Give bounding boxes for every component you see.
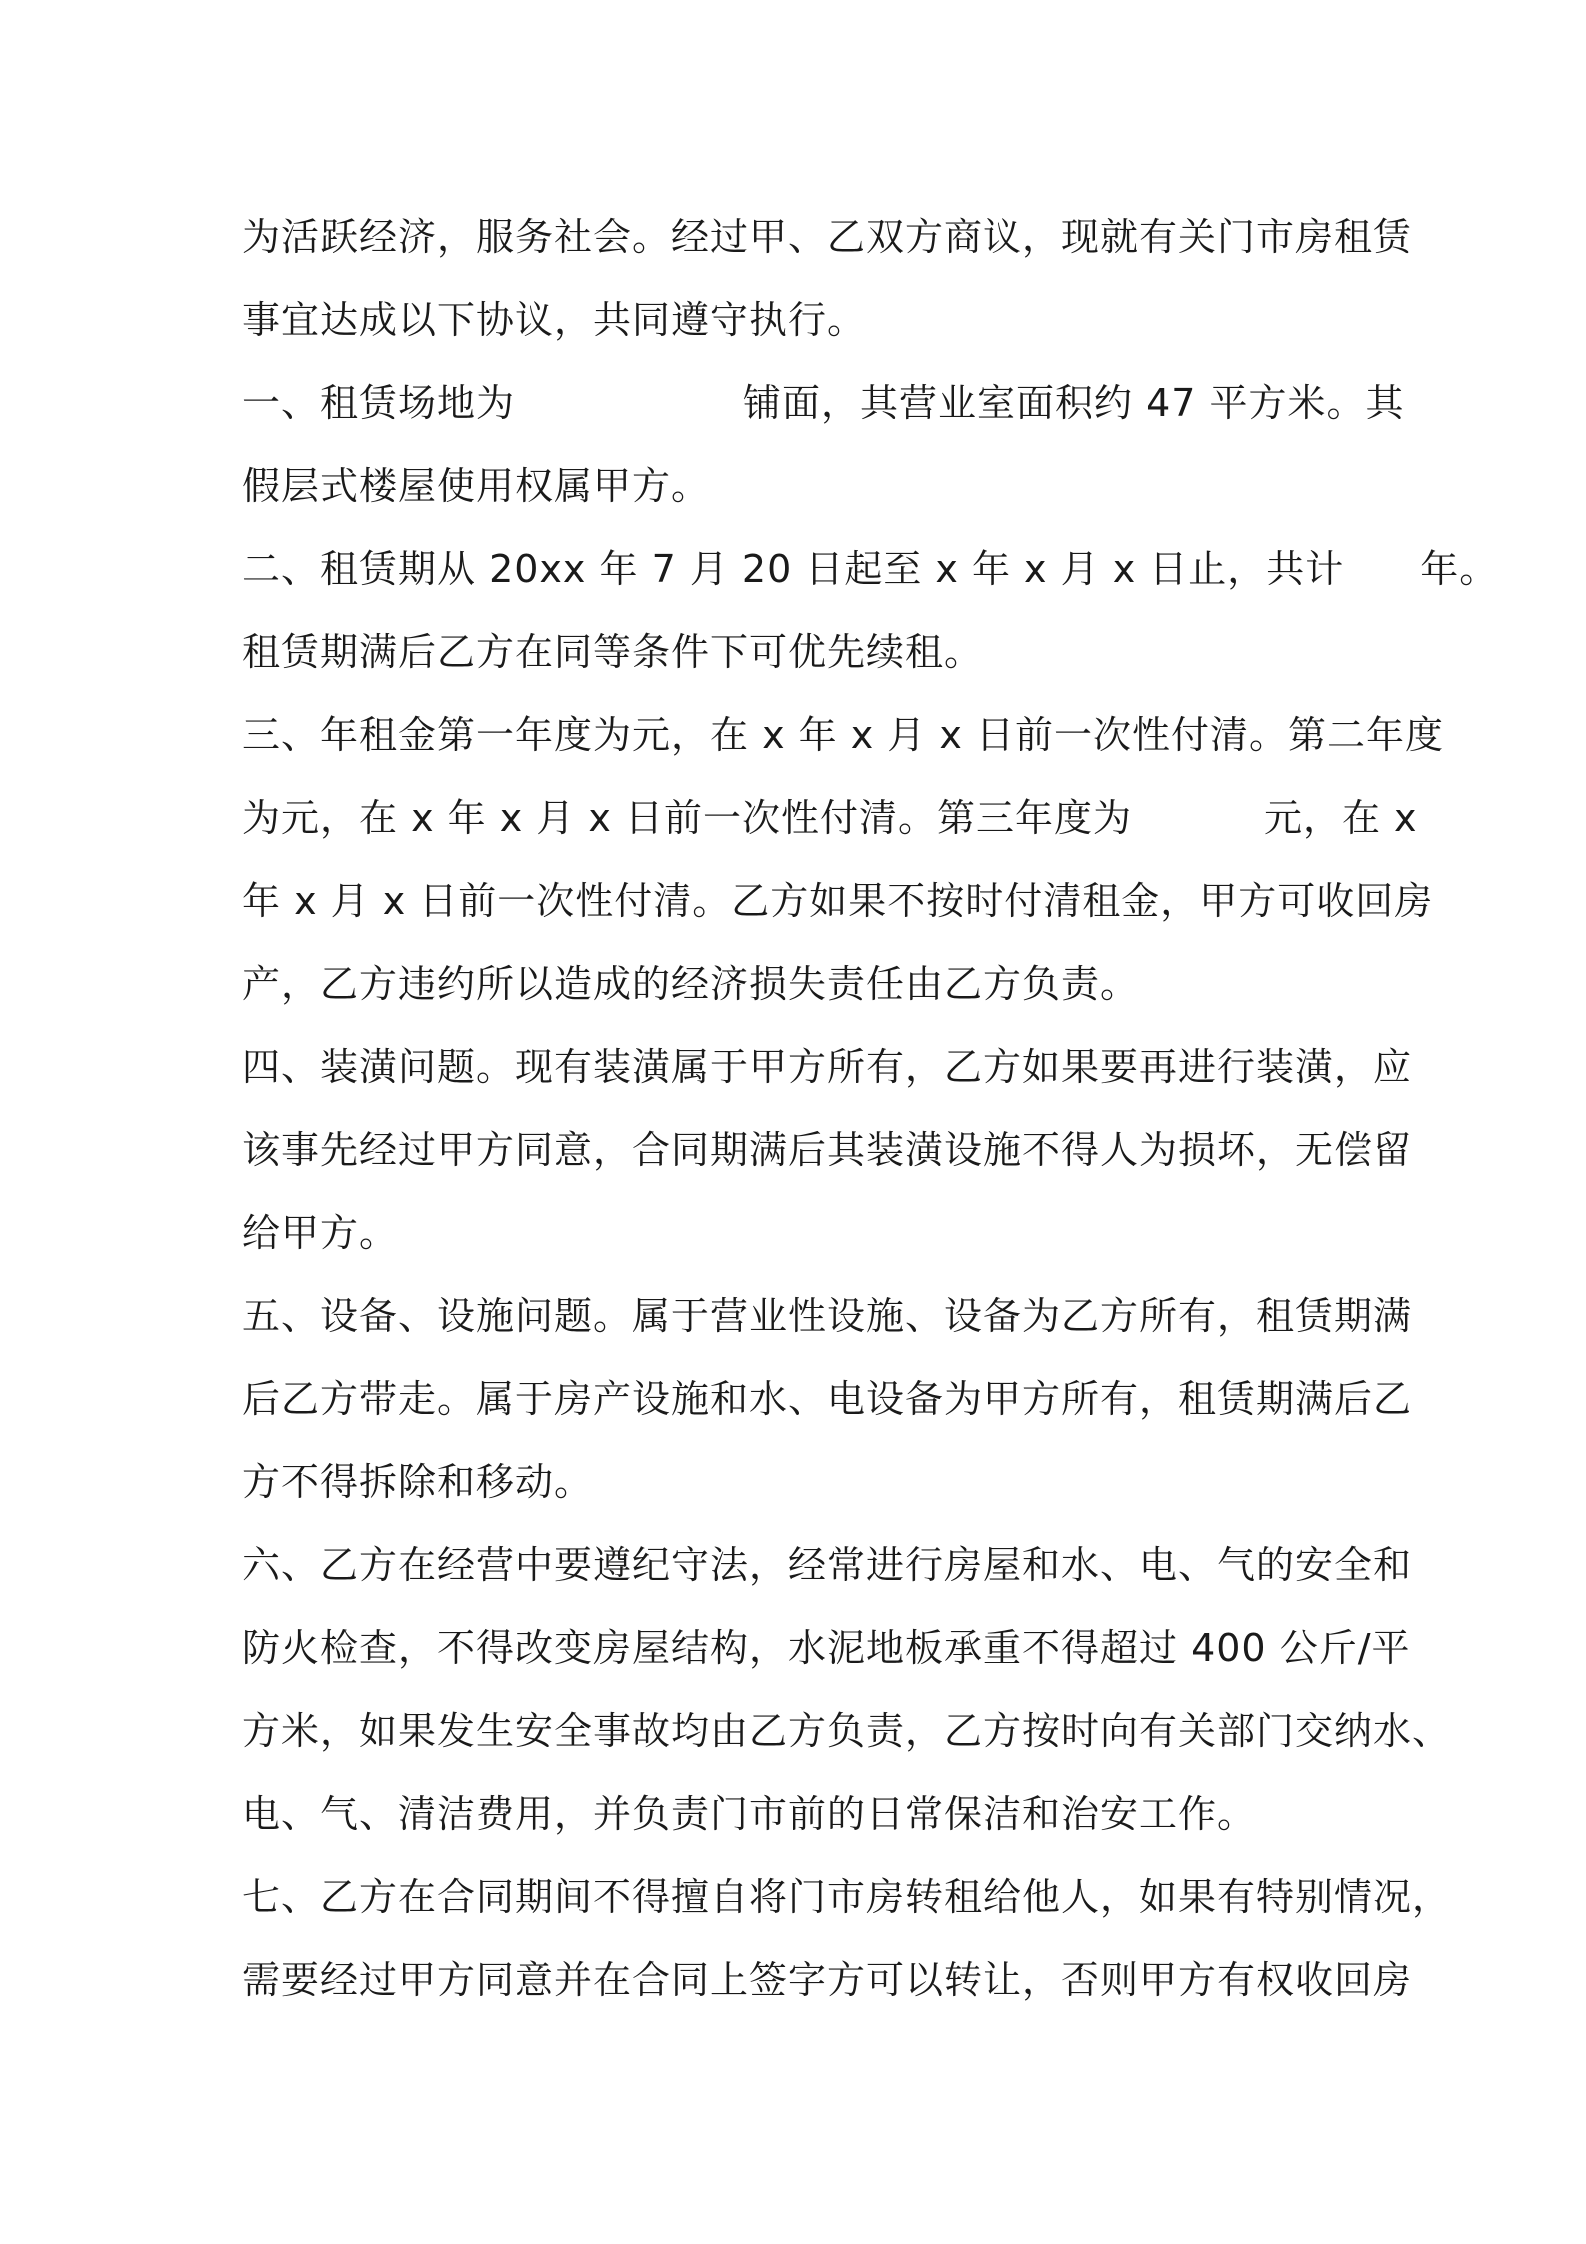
text-line: 给甲方。 [242, 1211, 399, 1255]
text-line: 后乙方带走。属于房产设施和水、电设备为甲方所有，租赁期满后乙 [242, 1377, 1413, 1421]
clause-3-text-a: 为元，在 x 年 x 月 x 日前一次性付清。第三年度为 [242, 796, 1132, 840]
text-line: 方米，如果发生安全事故均由乙方负责，乙方按时向有关部门交纳水、 [242, 1709, 1452, 1753]
text-line: 年 x 月 x 日前一次性付清。乙方如果不按时付清租金，甲方可收回房 [242, 879, 1434, 923]
clause-3-line [242, 777, 1418, 860]
text-line: 需要经过甲方同意并在合同上签字方可以转让，否则甲方有权收回房 [242, 1958, 1413, 2002]
text-line: 租赁期满后乙方在同等条件下可优先续租。 [242, 630, 984, 674]
clause-1-text-a: 一、租赁场地为 [242, 381, 516, 425]
text-line: 电、气、清洁费用，并负责门市前的日常保洁和治安工作。 [242, 1792, 1257, 1836]
clause-2-line [242, 528, 1499, 611]
text-line: 防火检查，不得改变房屋结构，水泥地板承重不得超过 400 公斤/平 [242, 1626, 1411, 1670]
text-line: 三、年租金第一年度为元，在 x 年 x 月 x 日前一次性付清。第二年度 [242, 713, 1444, 757]
text-line: 五、设备、设施问题。属于营业性设施、设备为乙方所有，租赁期满 [242, 1294, 1413, 1338]
text-line: 方不得拆除和移动。 [242, 1460, 594, 1504]
clause-1-text-b: 铺面，其营业室面积约 47 平方米。其 [743, 381, 1405, 425]
text-line: 事宜达成以下协议，共同遵守执行。 [242, 298, 867, 342]
text-line: 该事先经过甲方同意，合同期满后其装潢设施不得人为损坏，无偿留 [242, 1128, 1413, 1172]
text-line: 七、乙方在合同期间不得擅自将门市房转租给他人，如果有特别情况， [242, 1875, 1452, 1919]
text-line: 六、乙方在经营中要遵纪守法，经常进行房屋和水、电、气的安全和 [242, 1543, 1413, 1587]
text-line: 四、装潢问题。现有装潢属于甲方所有，乙方如果要再进行装潢，应 [242, 1045, 1413, 1089]
clause-1-line [242, 362, 1405, 445]
clause-2-text-b: 年。 [1420, 547, 1499, 591]
text-line: 为活跃经济，服务社会。经过甲、乙双方商议，现就有关门市房租赁 [242, 215, 1413, 259]
text-line: 产，乙方违约所以造成的经济损失责任由乙方负责。 [242, 962, 1140, 1006]
text-line: 假层式楼屋使用权属甲方。 [242, 464, 711, 508]
clause-2-text-a: 二、租赁期从 20xx 年 7 月 20 日起至 x 年 x 月 x 日止，共计 [242, 547, 1345, 591]
contract-body [242, 196, 1499, 2022]
clause-3-text-b: 元，在 x [1263, 796, 1418, 840]
